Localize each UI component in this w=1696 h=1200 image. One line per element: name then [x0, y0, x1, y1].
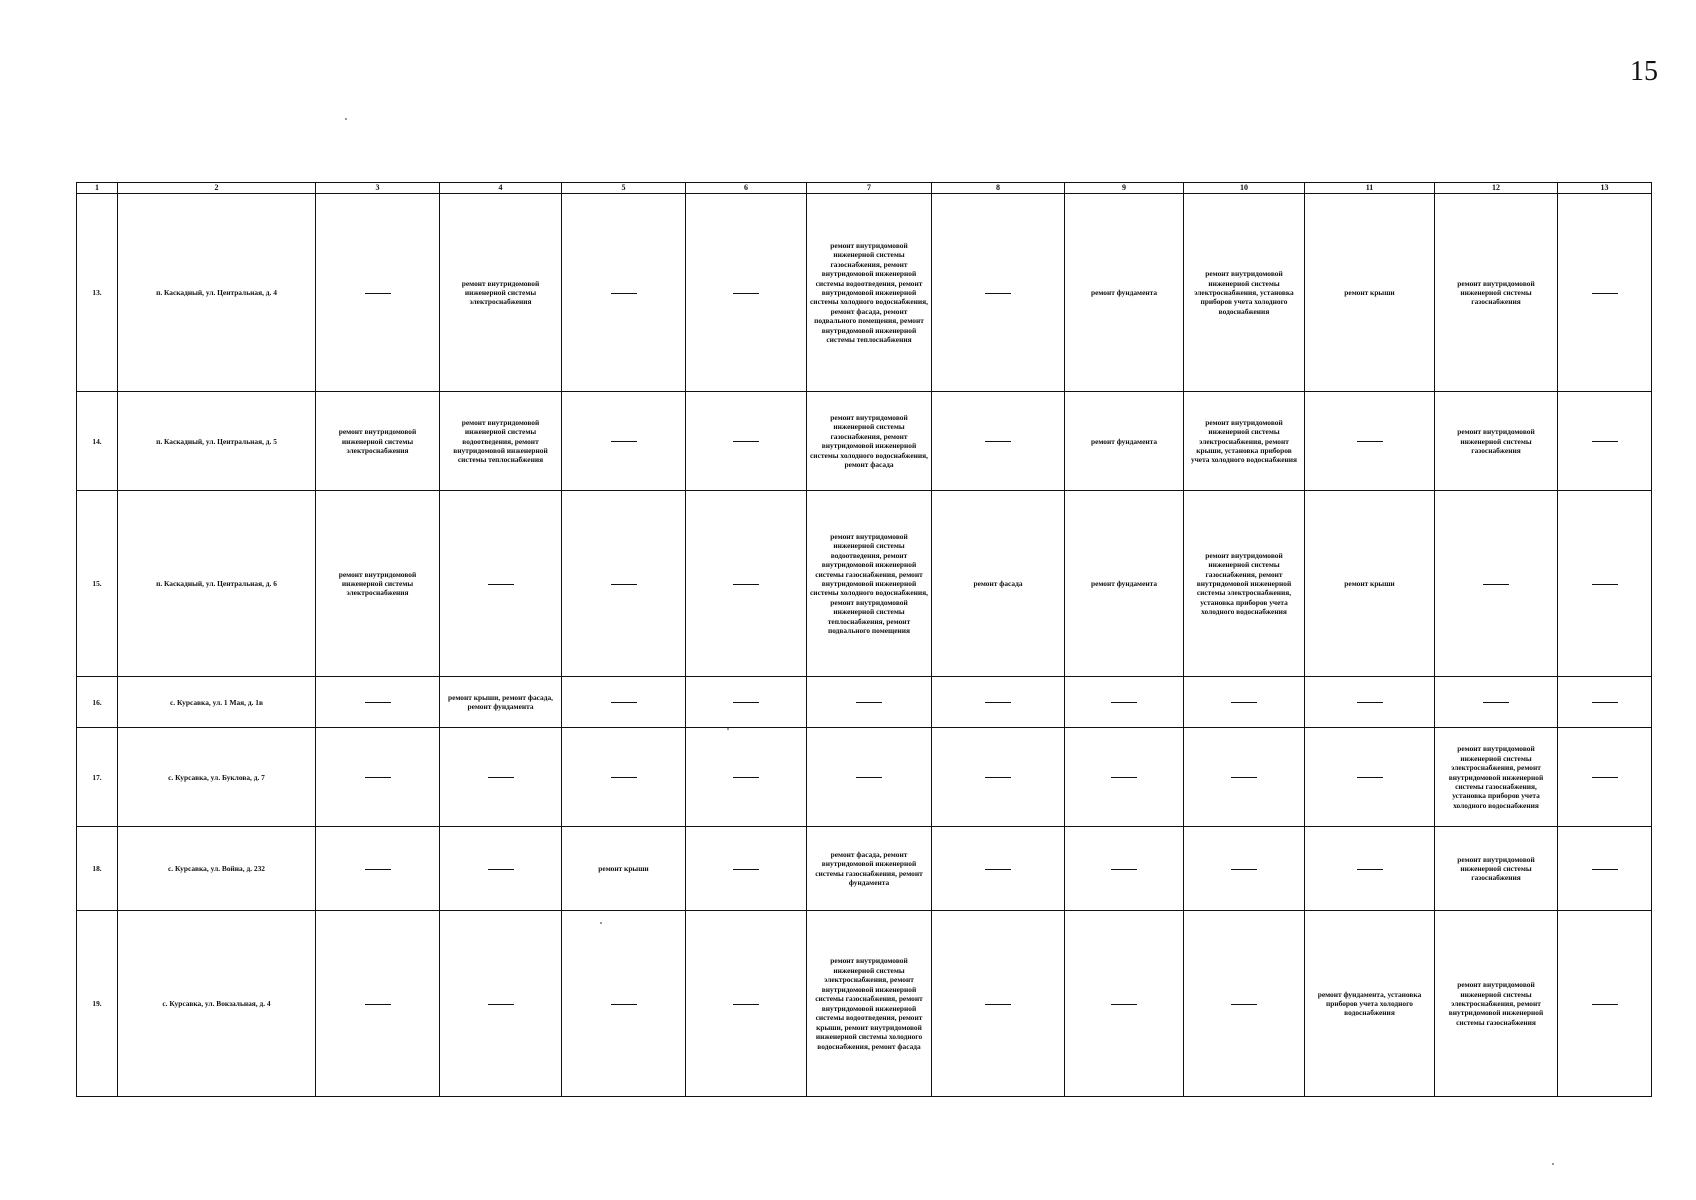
dash-mark: [611, 293, 637, 294]
building-address: с. Курсавка, ул. Буклова, д. 7: [118, 728, 316, 827]
table-row: [77, 677, 1652, 728]
table-row: [77, 194, 1652, 392]
empty-dash-cell: [1435, 677, 1558, 728]
column-number-3: 3: [316, 183, 440, 194]
empty-dash-cell: [1065, 827, 1184, 911]
column-number-4: 4: [440, 183, 562, 194]
work-type-cell: ремонт внутридомовой инженерной системы водоотведения, ремонт внутридомовой инженерной системы газоснабжения, ремонт внутридомовой инженерной системы холодного водоснабжения, ремонт внутридомовой инженерной системы теплоснабжения, ремонт подвального помещения: [807, 491, 932, 677]
dash-mark: [856, 777, 882, 778]
dash-mark: [1231, 777, 1257, 778]
dash-mark: [733, 441, 759, 442]
dash-mark: [1592, 702, 1618, 703]
row-number: 17.: [77, 728, 118, 827]
work-type-cell: ремонт фундамента, установка приборов учета холодного водоснабжения: [1305, 911, 1435, 1097]
empty-dash-cell: [1558, 194, 1652, 392]
empty-dash-cell: [440, 491, 562, 677]
dash-mark: [1483, 584, 1509, 585]
dash-mark: [733, 584, 759, 585]
dash-mark: [611, 441, 637, 442]
work-type-cell: ремонт внутридомовой инженерной системы газоснабжения: [1435, 827, 1558, 911]
table-row: [77, 392, 1652, 491]
empty-dash-cell: [1558, 827, 1652, 911]
work-type-cell: ремонт внутридомовой инженерной системы электроснабжения: [440, 194, 562, 392]
dash-mark: [1357, 777, 1383, 778]
work-type-cell: ремонт внутридомовой инженерной системы газоснабжения, ремонт внутридомовой инженерной системы электроснабжения, установка приборов учета холодного водоснабжения: [1184, 491, 1305, 677]
empty-dash-cell: [932, 194, 1065, 392]
row-number: 15.: [77, 491, 118, 677]
dash-mark: [611, 1004, 637, 1005]
dash-mark: [611, 584, 637, 585]
empty-dash-cell: [1305, 677, 1435, 728]
work-type-cell: ремонт внутридомовой инженерной системы электроснабжения, ремонт внутридомовой инженерной системы газоснабжения, установка приборов учета холодного водоснабжения: [1435, 728, 1558, 827]
column-number-6: 6: [686, 183, 807, 194]
work-type-cell: ремонт внутридомовой инженерной системы электроснабжения: [316, 392, 440, 491]
work-type-cell: ремонт внутридомовой инженерной системы электроснабжения, установка приборов учета холодного водоснабжения: [1184, 194, 1305, 392]
empty-dash-cell: [1065, 677, 1184, 728]
dash-mark: [1357, 441, 1383, 442]
empty-dash-cell: [562, 194, 686, 392]
empty-dash-cell: [1305, 728, 1435, 827]
dash-mark: [1592, 584, 1618, 585]
empty-dash-cell: [562, 911, 686, 1097]
building-address: п. Каскадный, ул. Центральная, д. 5: [118, 392, 316, 491]
dash-mark: [856, 702, 882, 703]
dash-mark: [488, 584, 514, 585]
empty-dash-cell: [1435, 491, 1558, 677]
empty-dash-cell: [932, 911, 1065, 1097]
dash-mark: [365, 869, 391, 870]
repair-schedule-table: [76, 182, 1652, 1097]
work-type-cell: ремонт внутридомовой инженерной системы электроснабжения, ремонт внутридомовой инженерной системы газоснабжения, ремонт внутридомовой инженерной системы водоотведения, ремонт крыши, ремонт внутридомовой инженерной системы холодного водоснабжения, ремонт фасада: [807, 911, 932, 1097]
empty-dash-cell: [686, 392, 807, 491]
building-address: с. Курсавка, ул. Вокзальная, д. 4: [118, 911, 316, 1097]
dash-mark: [1111, 702, 1137, 703]
dash-mark: [488, 777, 514, 778]
empty-dash-cell: [1065, 911, 1184, 1097]
empty-dash-cell: [686, 728, 807, 827]
empty-dash-cell: [562, 491, 686, 677]
empty-dash-cell: [1305, 827, 1435, 911]
work-type-cell: ремонт крыши: [562, 827, 686, 911]
dash-mark: [733, 777, 759, 778]
column-number-7: 7: [807, 183, 932, 194]
empty-dash-cell: [1558, 491, 1652, 677]
dash-mark: [611, 702, 637, 703]
dash-mark: [1231, 869, 1257, 870]
empty-dash-cell: [932, 392, 1065, 491]
dash-mark: [985, 441, 1011, 442]
empty-dash-cell: [1558, 911, 1652, 1097]
empty-dash-cell: [686, 491, 807, 677]
work-type-cell: ремонт фундамента: [1065, 491, 1184, 677]
empty-dash-cell: [1184, 827, 1305, 911]
empty-dash-cell: [1184, 911, 1305, 1097]
empty-dash-cell: [1184, 677, 1305, 728]
dash-mark: [1357, 702, 1383, 703]
work-type-cell: ремонт внутридомовой инженерной системы газоснабжения: [1435, 194, 1558, 392]
work-type-cell: ремонт внутридомовой инженерной системы газоснабжения: [1435, 392, 1558, 491]
dash-mark: [365, 1004, 391, 1005]
work-type-cell: ремонт крыши: [1305, 491, 1435, 677]
building-address: с. Курсавка, ул. 1 Мая, д. 1в: [118, 677, 316, 728]
column-number-12: 12: [1435, 183, 1558, 194]
dash-mark: [488, 869, 514, 870]
empty-dash-cell: [316, 194, 440, 392]
column-number-5: 5: [562, 183, 686, 194]
empty-dash-cell: [807, 677, 932, 728]
work-type-cell: ремонт крыши: [1305, 194, 1435, 392]
empty-dash-cell: [562, 392, 686, 491]
dash-mark: [1483, 702, 1509, 703]
work-type-cell: ремонт внутридомовой инженерной системы электроснабжения: [316, 491, 440, 677]
dash-mark: [985, 869, 1011, 870]
dash-mark: [1592, 441, 1618, 442]
work-type-cell: ремонт фасада, ремонт внутридомовой инженерной системы газоснабжения, ремонт фундамента: [807, 827, 932, 911]
page-number: 15: [1630, 56, 1658, 87]
empty-dash-cell: [316, 911, 440, 1097]
building-address: с. Курсавка, ул. Война, д. 232: [118, 827, 316, 911]
dash-mark: [985, 293, 1011, 294]
empty-dash-cell: [1065, 728, 1184, 827]
dash-mark: [1231, 1004, 1257, 1005]
scan-speck: [1552, 1163, 1554, 1165]
work-type-cell: ремонт внутридомовой инженерной системы электроснабжения, ремонт крыши, установка приборов учета холодного водоснабжения: [1184, 392, 1305, 491]
empty-dash-cell: [686, 827, 807, 911]
dash-mark: [365, 777, 391, 778]
column-number-2: 2: [118, 183, 316, 194]
empty-dash-cell: [932, 677, 1065, 728]
dash-mark: [365, 702, 391, 703]
work-type-cell: ремонт внутридомовой инженерной системы газоснабжения, ремонт внутридомовой инженерной системы водоотведения, ремонт внутридомовой инженерной системы холодного водоснабжения, ремонт фасада, ремонт подвального помещения, ремонт внутридомовой инженерной системы теплоснабжения: [807, 194, 932, 392]
empty-dash-cell: [1558, 677, 1652, 728]
work-type-cell: ремонт фундамента: [1065, 194, 1184, 392]
dash-mark: [488, 1004, 514, 1005]
empty-dash-cell: [1305, 392, 1435, 491]
column-number-10: 10: [1184, 183, 1305, 194]
empty-dash-cell: [1558, 728, 1652, 827]
dash-mark: [1111, 1004, 1137, 1005]
empty-dash-cell: [686, 677, 807, 728]
dash-mark: [1111, 869, 1137, 870]
work-type-cell: ремонт внутридомовой инженерной системы электроснабжения, ремонт внутридомовой инженерной системы газоснабжения: [1435, 911, 1558, 1097]
work-type-cell: ремонт внутридомовой инженерной системы газоснабжения, ремонт внутридомовой инженерной системы холодного водоснабжения, ремонт фасада: [807, 392, 932, 491]
dash-mark: [1592, 869, 1618, 870]
dash-mark: [985, 702, 1011, 703]
row-number: 14.: [77, 392, 118, 491]
empty-dash-cell: [440, 728, 562, 827]
work-type-cell: ремонт фасада: [932, 491, 1065, 677]
building-address: п. Каскадный, ул. Центральная, д. 4: [118, 194, 316, 392]
empty-dash-cell: [932, 827, 1065, 911]
empty-dash-cell: [1184, 728, 1305, 827]
column-number-13: 13: [1558, 183, 1652, 194]
empty-dash-cell: [316, 827, 440, 911]
column-number-1: 1: [77, 183, 118, 194]
dash-mark: [733, 1004, 759, 1005]
dash-mark: [733, 293, 759, 294]
empty-dash-cell: [932, 728, 1065, 827]
empty-dash-cell: [562, 677, 686, 728]
work-type-cell: ремонт внутридомовой инженерной системы водоотведения, ремонт внутридомовой инженерной системы теплоснабжения: [440, 392, 562, 491]
scan-speck: [345, 118, 347, 120]
table-body: [77, 194, 1652, 1097]
dash-mark: [1357, 869, 1383, 870]
column-number-8: 8: [932, 183, 1065, 194]
row-number: 19.: [77, 911, 118, 1097]
dash-mark: [1592, 1004, 1618, 1005]
empty-dash-cell: [686, 194, 807, 392]
dash-mark: [985, 1004, 1011, 1005]
dash-mark: [1592, 777, 1618, 778]
table-row: [77, 728, 1652, 827]
work-type-cell: ремонт фундамента: [1065, 392, 1184, 491]
table-row: [77, 911, 1652, 1097]
dash-mark: [1111, 777, 1137, 778]
building-address: п. Каскадный, ул. Центральная, д. 6: [118, 491, 316, 677]
dash-mark: [733, 869, 759, 870]
table-row: [77, 491, 1652, 677]
dash-mark: [611, 777, 637, 778]
empty-dash-cell: [1558, 392, 1652, 491]
empty-dash-cell: [440, 827, 562, 911]
table-row: [77, 827, 1652, 911]
row-number: 18.: [77, 827, 118, 911]
dash-mark: [365, 293, 391, 294]
empty-dash-cell: [686, 911, 807, 1097]
empty-dash-cell: [562, 728, 686, 827]
dash-mark: [1592, 293, 1618, 294]
row-number: 13.: [77, 194, 118, 392]
dash-mark: [1231, 702, 1257, 703]
column-number-9: 9: [1065, 183, 1184, 194]
column-number-11: 11: [1305, 183, 1435, 194]
row-number: 16.: [77, 677, 118, 728]
dash-mark: [985, 777, 1011, 778]
empty-dash-cell: [440, 911, 562, 1097]
document-sheet: [76, 182, 1651, 1097]
column-number-row: [77, 183, 1652, 194]
empty-dash-cell: [316, 728, 440, 827]
empty-dash-cell: [316, 677, 440, 728]
work-type-cell: ремонт крыши, ремонт фасада, ремонт фундамента: [440, 677, 562, 728]
dash-mark: [733, 702, 759, 703]
empty-dash-cell: [807, 728, 932, 827]
